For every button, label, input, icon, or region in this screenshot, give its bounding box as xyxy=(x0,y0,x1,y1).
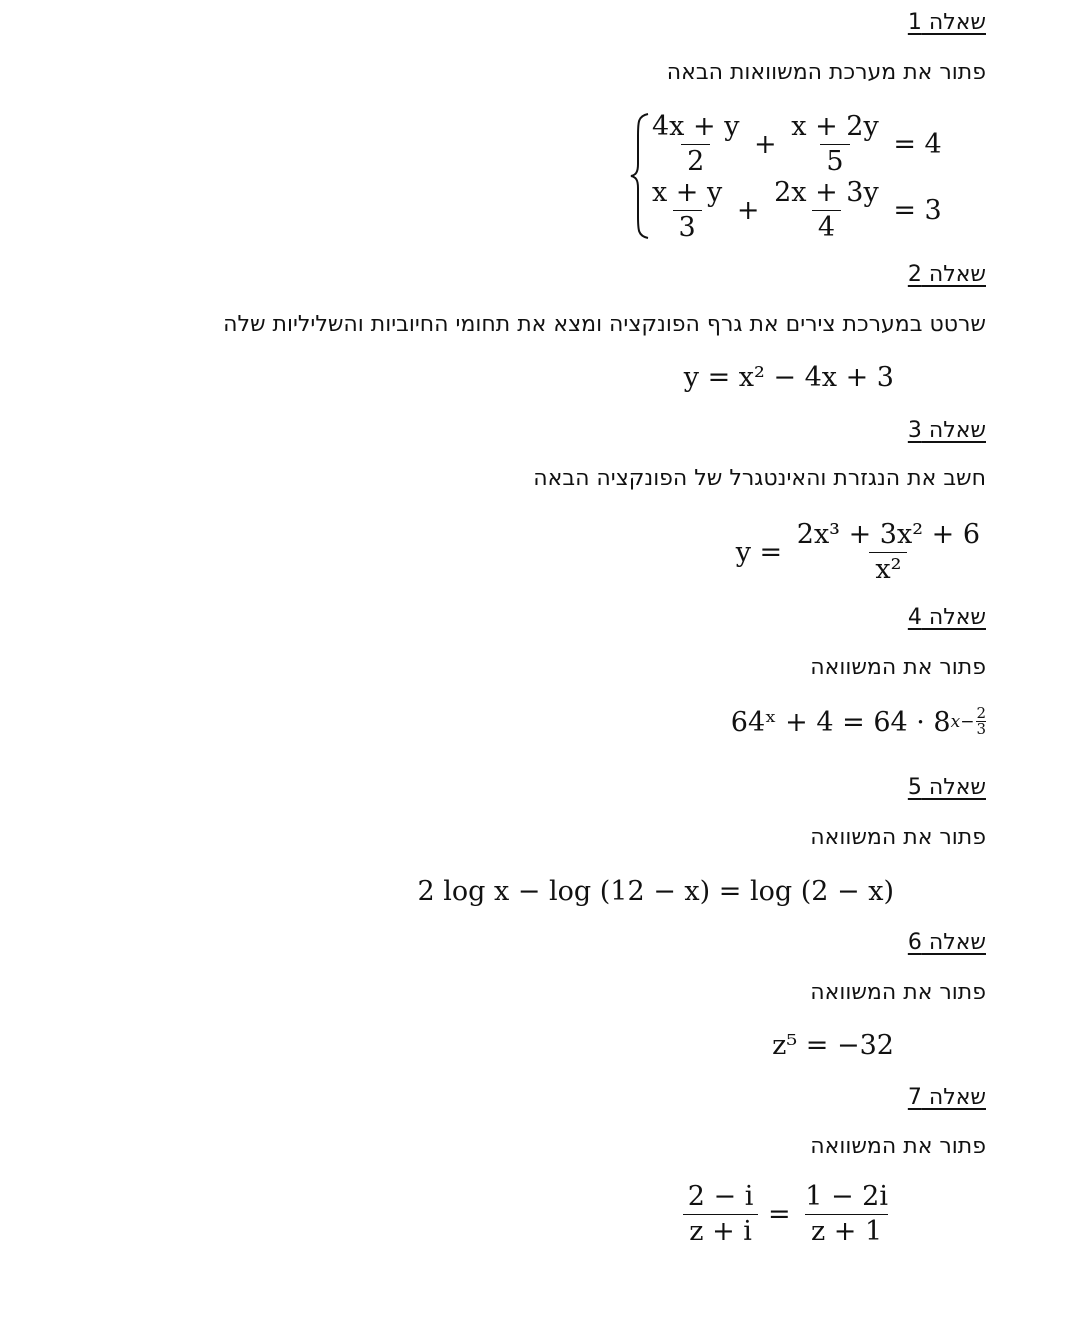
q4-base: 64ˣ + 4 = 64 · 8 xyxy=(730,707,951,738)
question-5-heading: שאלה 5 xyxy=(907,775,986,800)
question-1-text: פתור את מערכת המשוואות הבאה xyxy=(666,60,986,85)
question-2-text: שרטט במערכת צירים את גרף הפונקציה ומצא את תחומי החיוביות והשליליות שלה xyxy=(223,312,986,337)
q4-exp-den: 3 xyxy=(976,720,986,738)
q4-exp-num: 2 xyxy=(976,704,986,722)
q2-equation: y = x² − 4x + 3 xyxy=(683,362,894,393)
q7-equation: $\frac{2 - i}{z + i}$ = $\frac{1 - 2i}{z + 1}$ xyxy=(682,1180,894,1249)
q3-lhs: y = xyxy=(735,537,783,568)
q1-eq2-rhs: = 3 xyxy=(893,195,942,226)
question-4-text: פתור את המשוואה xyxy=(810,655,986,680)
question-4-heading: שאלה 4 xyxy=(907,605,986,630)
question-3-heading: שאלה 3 xyxy=(907,418,986,443)
q7-num2: 1 − 2i xyxy=(805,1181,888,1212)
question-7-heading: שאלה 7 xyxy=(907,1085,986,1110)
question-6-heading: שאלה 6 xyxy=(907,930,986,955)
q1-eq1-rhs: = 4 xyxy=(893,129,942,160)
q1-eq2-den1: 3 xyxy=(673,210,702,245)
question-7-text: פתור את המשוואה xyxy=(810,1134,986,1159)
q1-eq2-den2: 4 xyxy=(812,210,841,245)
question-1-heading: שאלה 1 xyxy=(907,10,986,35)
q1-equation-2: $\frac{x + y}{3}$ + $\frac{2x + 3y}{4}$ = 3 xyxy=(646,176,942,245)
q3-denominator: x² xyxy=(869,552,907,587)
question-5-text: פתור את המשוואה xyxy=(810,825,986,850)
q6-equation: z⁵ = −32 xyxy=(772,1030,894,1061)
q3-numerator: 2x³ + 3x² + 6 xyxy=(796,519,980,550)
q7-den1: z + i xyxy=(683,1214,758,1249)
question-6-text: פתור את המשוואה xyxy=(810,980,986,1005)
q1-equation-1: $\frac{4x + y}{2}$ + $\frac{x + 2y}{5}$ = 4 xyxy=(646,110,942,179)
question-3-text: חשב את הנגזרת והאינטגרל של הפונקציה הבאה xyxy=(533,466,986,491)
q1-eq2-num2: 2x + 3y xyxy=(774,177,879,208)
q1-eq2-num1: x + y xyxy=(652,177,723,208)
q5-equation: 2 log x − log (12 − x) = log (2 − x) xyxy=(417,876,894,907)
q1-eq1-num2: x + 2y xyxy=(791,111,879,142)
q7-num1: 2 − i xyxy=(687,1181,754,1212)
q7-den2: z + 1 xyxy=(805,1214,888,1249)
q3-equation xyxy=(736,518,986,587)
q1-eq1-den2: 5 xyxy=(820,144,849,179)
question-2-heading: שאלה 2 xyxy=(907,262,986,287)
q4-equation xyxy=(731,706,986,740)
q4-exponent: x− $\frac{2}{3}$ xyxy=(950,704,986,738)
q1-eq1-num1: 4x + y xyxy=(652,111,740,142)
q1-eq1-den1: 2 xyxy=(681,144,710,179)
